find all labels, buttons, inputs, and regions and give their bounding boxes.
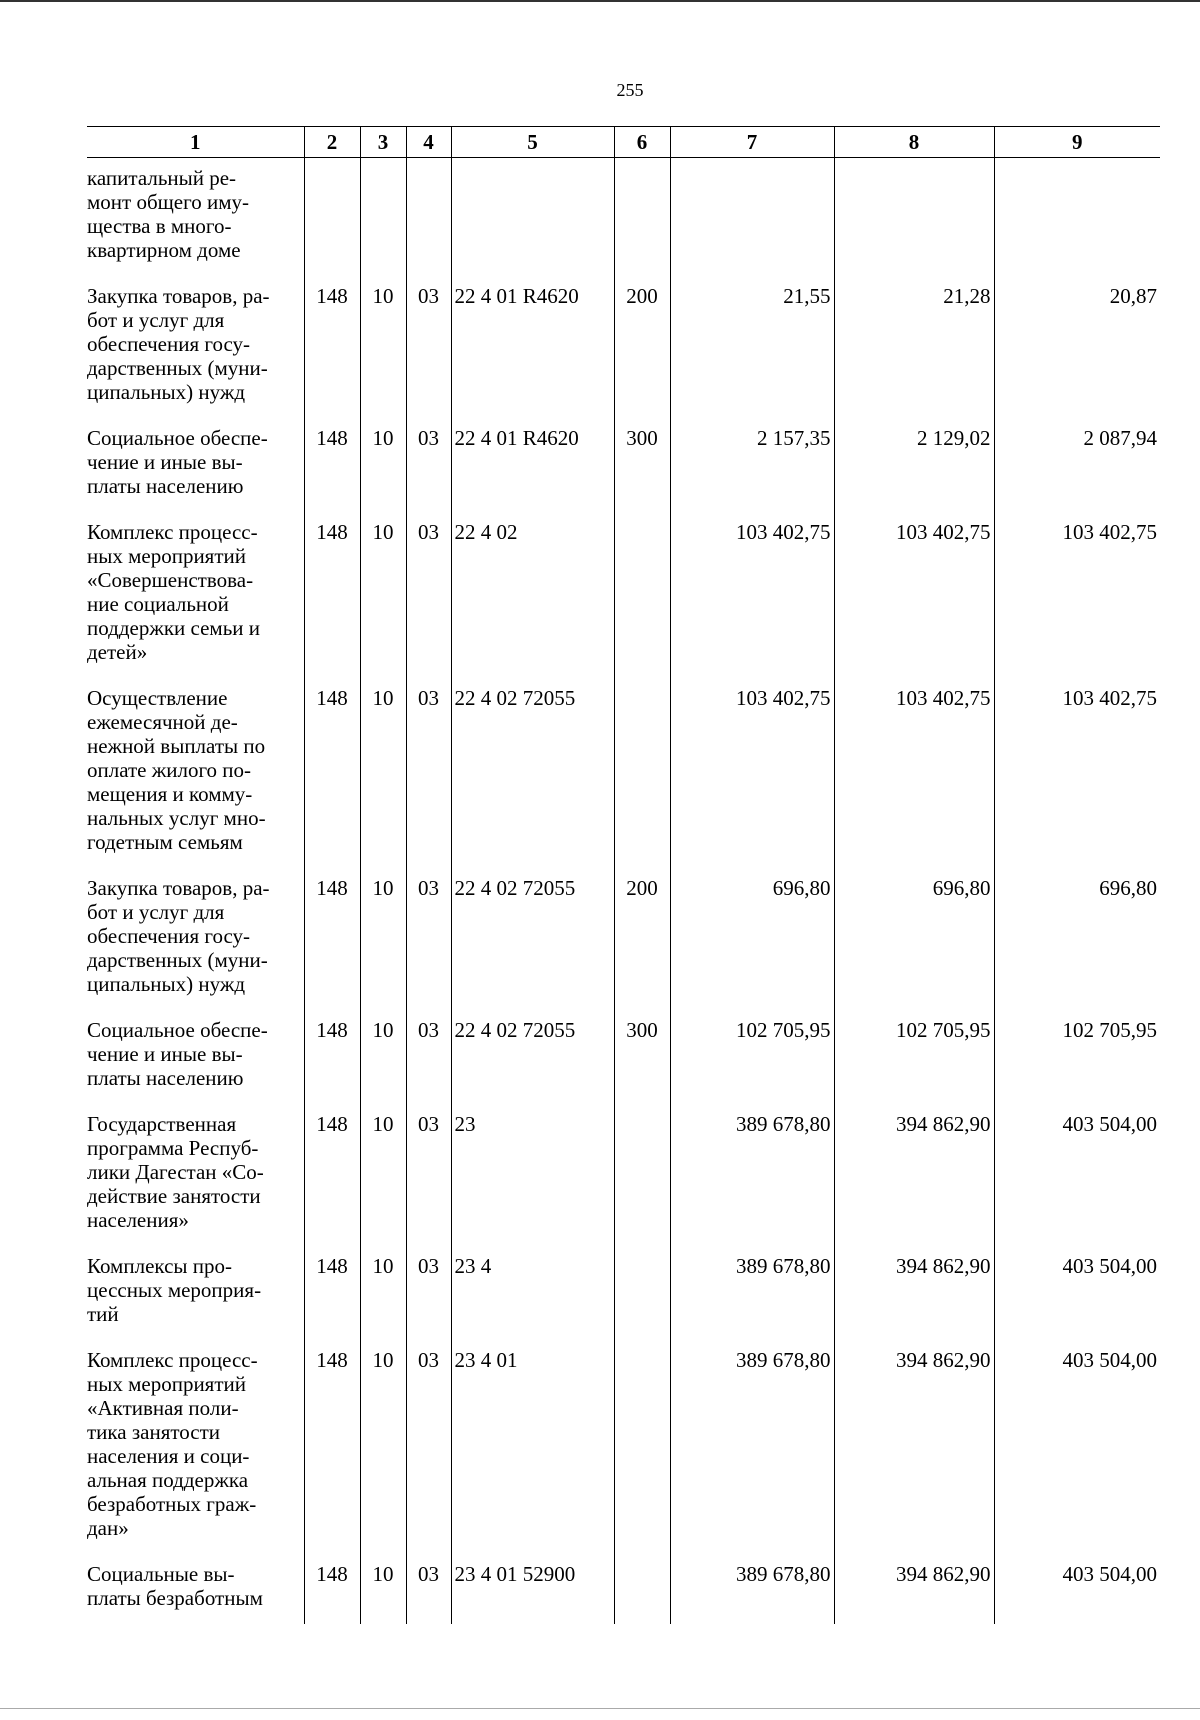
section-code-cell: 10 [360, 868, 406, 1010]
target-article-cell: 22 4 02 [451, 512, 614, 678]
ministry-code-cell: 148 [304, 1246, 360, 1340]
ministry-code-cell: 148 [304, 1010, 360, 1104]
page-number: 255 [616, 80, 644, 100]
header-col-4: 4 [406, 127, 451, 158]
header-col-6: 6 [614, 127, 670, 158]
ministry-code-cell: 148 [304, 1104, 360, 1246]
table-row [87, 276, 1160, 418]
table-row [87, 1010, 1160, 1104]
ministry-code-cell: 148 [304, 1340, 360, 1554]
row-name-cell: капитальный ре- монт общего иму- щества в много- квартирном доме [87, 166, 249, 262]
subsection-code-cell: 03 [406, 512, 451, 678]
amount-col-8-cell: 102 705,95 [834, 1010, 994, 1104]
row-name-cell: Закупка товаров, ра- бот и услуг для обеспечения госу- дарственных (муни- ципальных) нужд [87, 284, 270, 404]
section-code-cell: 10 [360, 1246, 406, 1340]
table-row [87, 678, 1160, 868]
table-row [87, 512, 1160, 678]
amount-col-8-cell: 103 402,75 [834, 512, 994, 678]
expense-type-cell [614, 158, 670, 277]
header-row [87, 127, 1160, 158]
row-name-cell: Комплекс процесс- ных мероприятий «Совершенствова- ние социальной поддержки семьи и детей» [87, 520, 261, 664]
target-article-cell: 22 4 02 72055 [451, 1010, 614, 1104]
amount-col-7-cell: 696,80 [670, 868, 834, 1010]
target-article-cell: 22 4 02 72055 [451, 678, 614, 868]
amount-col-9-cell: 102 705,95 [994, 1010, 1160, 1104]
table-row [87, 1246, 1160, 1340]
section-code-cell: 10 [360, 276, 406, 418]
target-article-cell: 22 4 01 R4620 [451, 276, 614, 418]
expense-type-cell: 200 [614, 276, 670, 418]
row-name-cell: Социальное обеспе- чение и иные вы- платы населению [87, 426, 268, 498]
target-article-cell: 22 4 02 72055 [451, 868, 614, 1010]
header-col-2: 2 [304, 127, 360, 158]
header-col-9: 9 [994, 127, 1160, 158]
subsection-code-cell: 03 [406, 1010, 451, 1104]
amount-col-9-cell: 403 504,00 [994, 1340, 1160, 1554]
expense-type-cell [614, 678, 670, 868]
amount-col-9-cell: 403 504,00 [994, 1104, 1160, 1246]
amount-col-7-cell [670, 158, 834, 277]
subsection-code-cell [406, 158, 451, 277]
scan-edge-bottom [0, 1708, 1200, 1709]
table-row [87, 158, 1160, 277]
expense-type-cell [614, 1104, 670, 1246]
ministry-code-cell: 148 [304, 418, 360, 512]
header-col-5: 5 [451, 127, 614, 158]
section-code-cell: 10 [360, 678, 406, 868]
amount-col-7-cell: 389 678,80 [670, 1246, 834, 1340]
subsection-code-cell: 03 [406, 1340, 451, 1554]
ministry-code-cell: 148 [304, 1554, 360, 1624]
expense-type-cell: 300 [614, 1010, 670, 1104]
amount-col-7-cell: 102 705,95 [670, 1010, 834, 1104]
budget-table [87, 126, 1160, 1624]
table-row [87, 868, 1160, 1010]
target-article-cell: 23 [451, 1104, 614, 1246]
subsection-code-cell: 03 [406, 868, 451, 1010]
section-code-cell [360, 158, 406, 277]
row-name-cell: Государственная программа Респуб- лики Дагестан «Со- действие занятости населения» [87, 1112, 264, 1232]
header-col-3: 3 [360, 127, 406, 158]
header-col-1: 1 [87, 127, 304, 158]
section-code-cell: 10 [360, 1554, 406, 1624]
scan-edge-top [0, 0, 1200, 2]
subsection-code-cell: 03 [406, 276, 451, 418]
row-name-cell: Осуществление ежемесячной де- нежной выплаты по оплате жилого по- мещения и комму- нальных услуг мно- годетным семьям [87, 686, 266, 854]
section-code-cell: 10 [360, 512, 406, 678]
row-name-cell: Социальные вы- платы безработным [87, 1562, 263, 1610]
target-article-cell [451, 158, 614, 277]
ministry-code-cell: 148 [304, 276, 360, 418]
amount-col-8-cell: 394 862,90 [834, 1104, 994, 1246]
section-code-cell: 10 [360, 1104, 406, 1246]
amount-col-9-cell [994, 158, 1160, 277]
expense-type-cell [614, 1554, 670, 1624]
target-article-cell: 22 4 01 R4620 [451, 418, 614, 512]
amount-col-9-cell: 403 504,00 [994, 1246, 1160, 1340]
row-name-cell: Комплекс процесс- ных мероприятий «Активная поли- тика занятости населения и соци- альная поддержка безработных граж- дан» [87, 1348, 258, 1540]
header-col-8: 8 [834, 127, 994, 158]
amount-col-7-cell: 103 402,75 [670, 512, 834, 678]
table-row [87, 1554, 1160, 1624]
amount-col-8-cell: 394 862,90 [834, 1340, 994, 1554]
table-row [87, 1104, 1160, 1246]
row-name-cell: Комплексы про- цессных мероприя- тий [87, 1254, 262, 1326]
header-col-7: 7 [670, 127, 834, 158]
amount-col-7-cell: 2 157,35 [670, 418, 834, 512]
amount-col-8-cell: 394 862,90 [834, 1246, 994, 1340]
amount-col-8-cell: 21,28 [834, 276, 994, 418]
amount-col-8-cell: 103 402,75 [834, 678, 994, 868]
amount-col-9-cell: 2 087,94 [994, 418, 1160, 512]
row-name-cell: Закупка товаров, ра- бот и услуг для обеспечения госу- дарственных (муни- ципальных) нужд [87, 876, 270, 996]
expense-type-cell: 200 [614, 868, 670, 1010]
subsection-code-cell: 03 [406, 1104, 451, 1246]
amount-col-8-cell: 2 129,02 [834, 418, 994, 512]
target-article-cell: 23 4 [451, 1246, 614, 1340]
target-article-cell: 23 4 01 52900 [451, 1554, 614, 1624]
subsection-code-cell: 03 [406, 678, 451, 868]
amount-col-7-cell: 21,55 [670, 276, 834, 418]
subsection-code-cell: 03 [406, 1554, 451, 1624]
amount-col-7-cell: 389 678,80 [670, 1340, 834, 1554]
table-row [87, 418, 1160, 512]
amount-col-7-cell: 103 402,75 [670, 678, 834, 868]
subsection-code-cell: 03 [406, 418, 451, 512]
expense-type-cell: 300 [614, 418, 670, 512]
section-code-cell: 10 [360, 1010, 406, 1104]
section-code-cell: 10 [360, 418, 406, 512]
expense-type-cell [614, 1340, 670, 1554]
amount-col-8-cell: 394 862,90 [834, 1554, 994, 1624]
row-name-cell: Социальное обеспе- чение и иные вы- платы населению [87, 1018, 268, 1090]
amount-col-9-cell: 103 402,75 [994, 678, 1160, 868]
target-article-cell: 23 4 01 [451, 1340, 614, 1554]
subsection-code-cell: 03 [406, 1246, 451, 1340]
table-body [87, 158, 1160, 1625]
amount-col-7-cell: 389 678,80 [670, 1554, 834, 1624]
ministry-code-cell [304, 158, 360, 277]
amount-col-9-cell: 696,80 [994, 868, 1160, 1010]
table-row [87, 1340, 1160, 1554]
section-code-cell: 10 [360, 1340, 406, 1554]
expense-type-cell [614, 512, 670, 678]
amount-col-9-cell: 403 504,00 [994, 1554, 1160, 1624]
amount-col-7-cell: 389 678,80 [670, 1104, 834, 1246]
ministry-code-cell: 148 [304, 678, 360, 868]
ministry-code-cell: 148 [304, 512, 360, 678]
amount-col-9-cell: 20,87 [994, 276, 1160, 418]
amount-col-8-cell [834, 158, 994, 277]
expense-type-cell [614, 1246, 670, 1340]
ministry-code-cell: 148 [304, 868, 360, 1010]
amount-col-9-cell: 103 402,75 [994, 512, 1160, 678]
amount-col-8-cell: 696,80 [834, 868, 994, 1010]
